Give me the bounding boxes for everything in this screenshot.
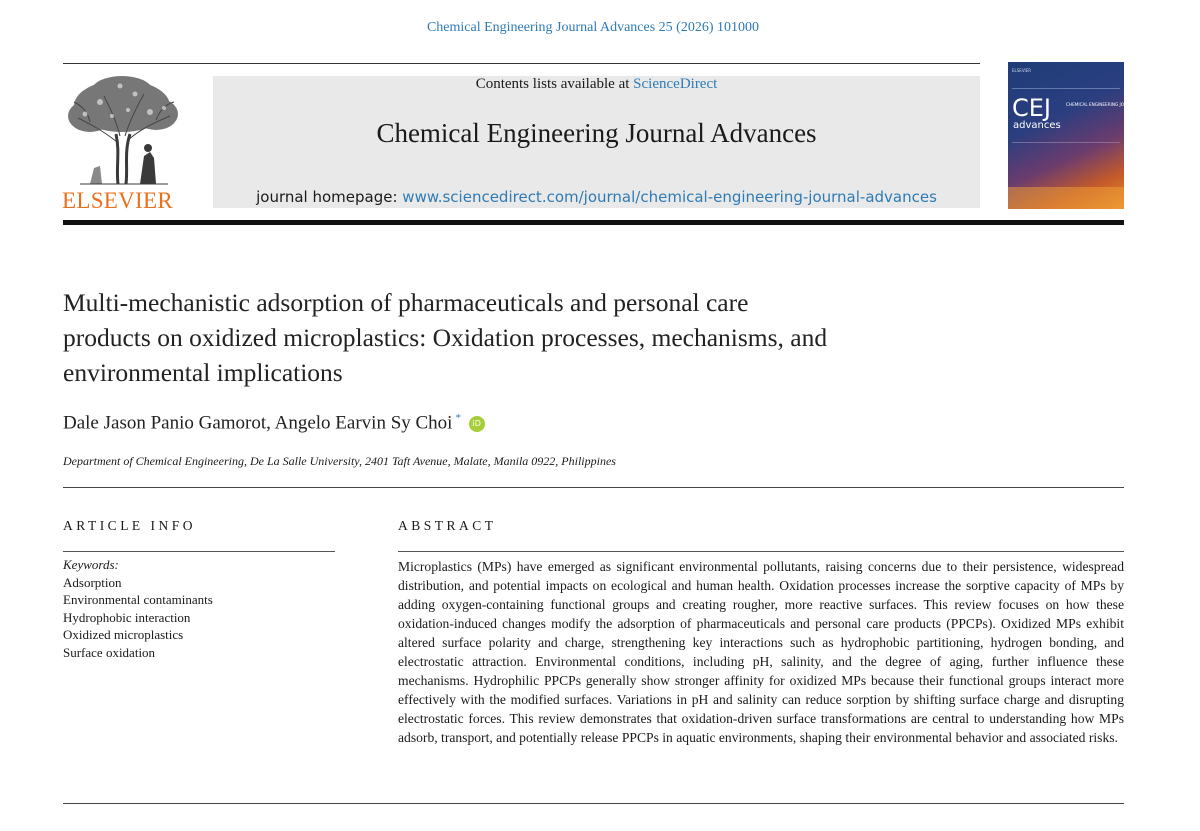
keywords-block xyxy=(63,556,213,662)
keyword-item: Surface oxidation xyxy=(63,644,156,660)
contents-line xyxy=(213,76,980,93)
corresponding-mark[interactable]: * xyxy=(455,412,461,424)
title-line: Multi-mechanistic adsorption of pharmaceuticals and personal care xyxy=(63,288,749,317)
abstract-text: Microplastics (MPs) have emerged as significant environmental pollutants, raising concerns due to their persistence, widespread distribution, and potential impacts on ecological and human health. Oxidation processes increase the sorptive capacity of MPs by adding oxygen-containing functional groups and creating rougher, more reactive surfaces. This review focuses on how these oxidation-induced changes modify the adsorption of pharmaceuticals and personal care products (PPCPs). Oxidized MPs exhibit altered surface polarity and charge, strengthening key interactions such as hydrophobic partitioning, hydrogen bonding, and electrostatic attraction. Environmental conditions, including pH, salinity, and the degree of aging, further influence these mechanisms. Hydrophilic PPCPs generally show stronger affinity for oxidized MPs because their functional groups interact more effectively with the modified surfaces. Variations in pH and salinity can reduce sorption by shifting surface charge and disrupting electrostatic forces. This review demonstrates that oxidation-driven surface transformations are central to understanding how MPs adsorb, transport, and potentially release PPCPs in aquatic environments, shaping their environmental behavior and associated risks. xyxy=(398,559,1124,745)
title-line: environmental implications xyxy=(63,358,343,387)
cover-graphic xyxy=(1008,62,1139,209)
keyword-item: Adsorption xyxy=(63,574,122,590)
abstract-heading: ABSTRACT xyxy=(398,518,497,533)
journal-citation[interactable]: Chemical Engineering Journal Advances 25 (2026) 101000 xyxy=(426,20,760,35)
keywords-label: Keywords: xyxy=(63,557,119,572)
article-title xyxy=(63,285,1003,390)
author-name[interactable]: Angelo Earvin Sy Choi xyxy=(274,412,453,434)
section-rule xyxy=(63,487,1124,488)
affiliation: Department of Chemical Engineering, De La Salle University, 2401 Taft Avenue, Malate, Manila 0922, Philippines xyxy=(63,454,616,468)
author-separator: , xyxy=(266,412,275,434)
top-rule xyxy=(63,63,980,64)
journal-homepage-link[interactable]: www.sciencedirect.com/journal/chemical-engineering-journal-advances xyxy=(402,188,937,206)
publisher-wordmark: ELSEVIER xyxy=(62,188,173,213)
keyword-item: Environmental contaminants xyxy=(63,592,213,608)
homepage-prefix: journal homepage: xyxy=(256,188,403,206)
sciencedirect-link[interactable]: ScienceDirect xyxy=(633,76,718,92)
cover-small-text: CHEMICAL ENGINEERING JOURNAL xyxy=(1066,102,1139,107)
orcid-icon[interactable]: iD xyxy=(469,416,485,432)
elsevier-tree-icon xyxy=(60,72,188,212)
svg-text:ELSEVIER: ELSEVIER xyxy=(1012,68,1032,73)
journal-cover[interactable] xyxy=(1008,62,1139,209)
journal-homepage-line xyxy=(213,188,980,206)
authors-line xyxy=(63,412,485,434)
article-info-heading: ARTICLE INFO xyxy=(63,518,197,533)
article-info-rule xyxy=(63,551,335,552)
author-name[interactable]: Dale Jason Panio Gamorot xyxy=(63,412,267,434)
keyword-item: Oxidized microplastics xyxy=(63,627,184,643)
header-thick-rule xyxy=(63,220,1124,225)
journal-title: Chemical Engineering Journal Advances xyxy=(376,118,817,148)
abstract-rule xyxy=(398,551,1124,552)
contents-prefix: Contents lists available at xyxy=(475,76,634,92)
bottom-rule xyxy=(63,803,1124,804)
title-line: products on oxidized microplastics: Oxidation processes, mechanisms, and xyxy=(63,323,828,352)
cover-sub-text: advances xyxy=(1013,120,1061,131)
keyword-item: Hydrophobic interaction xyxy=(63,609,191,625)
cover-big-text: CEJ xyxy=(1012,94,1051,122)
elsevier-logo xyxy=(60,72,188,212)
